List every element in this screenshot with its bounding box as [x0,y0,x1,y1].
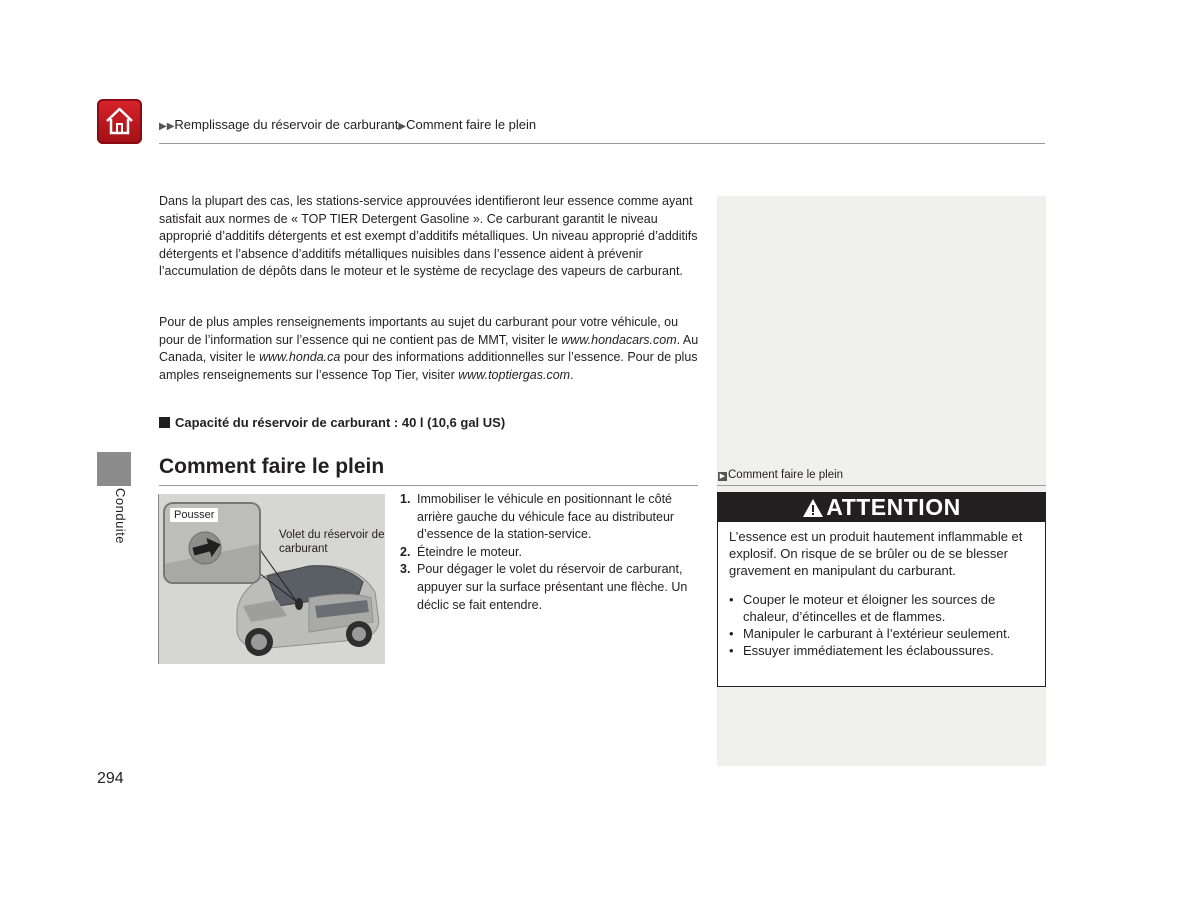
bullet: • [729,626,734,641]
chapter-tab-label: Conduite [113,488,128,545]
attention-intro: L’essence est un produit hautement inflammable et explosif. On risque de se brûler ou de se blesser gravement en manipulant du carburant. [729,529,1023,578]
breadcrumb-current: Comment faire le plein [406,117,537,132]
square-bullet-icon [159,417,170,428]
attention-header [718,493,1045,522]
fuel-door-illustration [158,494,385,664]
refuel-steps [400,491,700,614]
breadcrumb-arrows: ▶▶ [159,121,175,132]
sidebar-reference[interactable] [718,469,843,481]
link-honda-ca[interactable]: www.honda.ca [259,350,341,365]
step-text: Immobiliser le véhicule en positionnant le côté arrière gauche du véhicule face au distributeur d’essence de la station-service. [417,492,675,542]
step-text: Pour dégager le volet du réservoir de carburant, appuyer sur la surface présentant une flèche. Un déclic se fait entendre. [417,562,688,612]
list-item-text: Essuyer immédiatement les éclaboussures. [743,643,994,658]
attention-box [717,492,1046,687]
breadcrumb-link-fuel-tank[interactable]: Remplissage du réservoir de carburant [174,117,399,132]
list-item [729,642,1039,659]
fuel-door-closeup [163,502,261,584]
push-label: Pousser [170,508,218,522]
section-title: Comment faire le plein [159,455,385,478]
list-item-text: Manipuler le carburant à l’extérieur seulement. [743,626,1011,641]
section-divider [159,485,698,486]
paragraph-text: . [570,367,574,382]
fuel-door-label: Volet du réservoir de carburant [279,529,385,555]
step-number: 3. [400,562,411,577]
paragraph-more-info [159,314,699,384]
page-number: 294 [97,770,124,787]
paragraph-text: pour des informations additionnelles sur l’essence. Pour de plus amples renseignements sur l’essence Top Tier, visiter [159,350,698,382]
list-item [729,625,1039,642]
attention-title: ATTENTION [826,494,961,520]
link-hondacars[interactable]: www.hondacars.com [561,332,677,347]
step-number: 1. [400,492,411,506]
bullet: • [729,592,734,607]
bullet: • [729,643,734,658]
sidebar-divider [717,485,1046,486]
paragraph-text: . Au Canada, visiter le [159,332,699,365]
list-item [729,591,1039,625]
list-item-text: Couper le moteur et éloigner les sources de chaleur, d’étincelles et de flammes. [743,592,996,624]
breadcrumb-arrow: ▶ [398,121,407,132]
link-toptiergas[interactable]: www.toptiergas.com [458,367,571,382]
attention-list [729,591,1039,659]
breadcrumb [159,117,536,132]
sidebar-reference-label: Comment faire le plein [728,469,844,481]
home-button[interactable] [97,99,142,144]
step-item [400,491,700,544]
fuel-capacity-text: Capacité du réservoir de carburant : 40 l (10,6 gal US) [175,415,506,430]
step-number: 2. [400,544,411,559]
home-icon [103,105,136,138]
step-item [400,561,700,614]
header-divider [159,143,1045,144]
fuel-capacity-heading [159,415,505,430]
paragraph-top-tier: Dans la plupart des cas, les stations-service approuvées identifieront leur essence comme ayant satisfait aux normes de « TOP TIER Detergent Gasoline ». Ce carburant garantit le niveau approprié d’additifs détergents et est exempt d’additifs métalliques. Un niveau approprié d’additifs détergents et l’absence d’additifs métalliques nuisibles dans l’essence aident à prévenir l’accumulation de dépôts dans le moteur et le système de recyclage des vapeurs de carburant. [159,194,698,279]
reference-arrow-icon: ▶ [719,473,726,480]
paragraph-text: Pour de plus amples renseignements importants au sujet du carburant pour votre véhicule, ou pour de l’information sur l’essence qui ne contient pas de MMT, visiter le [159,315,679,347]
step-text: Éteindre le moteur. [417,544,522,559]
step-item [400,544,700,562]
warning-triangle-icon [802,498,824,518]
chapter-tab-marker[interactable] [97,452,131,486]
